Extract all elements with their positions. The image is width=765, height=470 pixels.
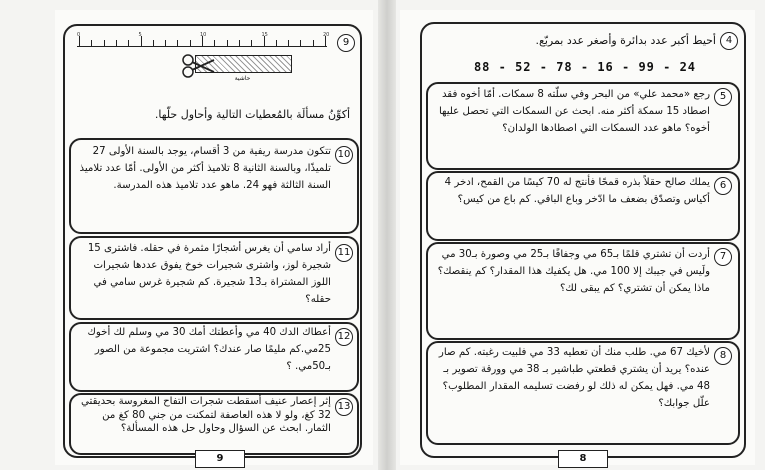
problem-text: إثر إعصار عنيف أسقطت شجرات التفاح المغروسة بحديقتي 32 كغ، ولو لا هذه العاصفة لتمكنت من جني 80 كغ من الثمار. ابحث عن السؤال وحاول حل هذه المسألة؟ (81, 396, 331, 434)
problem-number-badge: 7 (714, 248, 732, 266)
page-number: 9 (195, 450, 245, 468)
problem-number-badge: 8 (714, 347, 732, 365)
problem-number-badge: 9 (337, 34, 355, 52)
ruler-tick (91, 40, 92, 46)
ruler-tick (104, 40, 105, 46)
problem-text: لأخيك 67 مي. طلب منك أن تعطيه 33 مي فلبيت رغبته. كم صار عنده؟ يريد أن يشتري قطعتي طباشير بـ 38 مي وورقة تصوير بـ 48 مي. فهل يمكن له ذلك لو رفضت تسليمه المقدار المطلوب؟ علّل جوابك؟ (438, 347, 710, 409)
ruler-tick (128, 40, 129, 46)
ruler (77, 32, 330, 47)
problem-text: يملك صالح حقلاً بذره قمحًا فأنتج له 70 كيسًا من القمح، ادخر 4 أكياس وتصدّق بضعف ما ادّخر وباع الباقي. كم باع من كيس؟ (444, 177, 710, 205)
ruler-tick (239, 40, 240, 46)
problem-number-badge: 5 (714, 88, 732, 106)
ruler-tick-label: 20 (323, 32, 330, 38)
ruler-tick (300, 40, 301, 46)
problem-text: رجع «محمد علي» من البحر وفي سلّته 8 سمكات. أمّا أخوه فقد اصطاد 15 سمكة أكثر منه. ابحث عن السمكات التي تحصل عليها أخوه؟ ماهو عدد السمكات التي اصطادها الولدان؟ (438, 89, 710, 134)
problem-number-badge: 4 (720, 32, 738, 50)
number-sequence: 88 - 52 - 78 - 16 - 99 - 24 (473, 60, 697, 74)
ruler-tick (177, 40, 178, 46)
book-gutter (378, 0, 396, 470)
problem-number-badge: 10 (335, 146, 353, 164)
page-9 (55, 10, 373, 465)
problem-number-badge: 6 (714, 177, 732, 195)
ruler-tick (190, 40, 191, 46)
problem-text: أحيط أكبر عدد بدائرة وأصغر عدد بمربّع. (535, 34, 716, 47)
ruler-tick-label: 0 (77, 32, 81, 38)
ruler-tick (116, 40, 117, 46)
ruler-tick (288, 40, 289, 46)
ruler-label: حاشية (234, 75, 251, 82)
ruler-tick (153, 40, 154, 46)
ruler-tick-label: 5 (138, 32, 142, 38)
ruler-tick (276, 40, 277, 46)
ruler-tick (165, 40, 166, 46)
ruler-tick (227, 40, 228, 46)
problem-text: تتكون مدرسة ريفية من 3 أقسام، يوجد بالسنة الأولى 27 تلميذًا، وبالسنة الثانية 8 تلاميذ أكثر من الأولى. أمّا عدد تلاميذ السنة الثالثة فهو 24. ماهو عدد تلاميذ هذه المدرسة. (79, 146, 331, 191)
problem-text: أعطاك الدك 40 مي وأعطتك أمك 30 مي وسلم لك أخوك 25مي.كم مليمًا صار عندك؟ اشتريت مجموعة من الصور بـ50مي. ؟ (87, 327, 331, 372)
problem-text: أردت أن تشتري قلمًا بـ65 مي وجفافًا بـ25 مي وصورة بـ30 مي ولَيس في جيبك إلا 100 مي. هل يكفيك هذا المقدار؟ كم ينقصك؟ ماذا يمكن أن تشتري؟ كم يبقى لك؟ (437, 249, 710, 294)
ruler-tick (313, 40, 314, 46)
scissors-icon (180, 52, 216, 80)
page-number: 8 (558, 450, 608, 468)
instruction-text: أكوِّنُ مسألَة بالمُعطيات التالية وأحاول حلّها. (154, 108, 350, 121)
ruler-tick (251, 40, 252, 46)
ruler-tick-label: 10 (200, 32, 207, 38)
page-8 (400, 10, 755, 465)
problem-text: أراد سامي أن يغرس أشجارًا مثمرة في حقله. فاشترى 15 شجيرة لوز، واشترى شجيرات خوخ يفوق عددها شجيرات اللوز المشتراة بـ13 شجيرة. كم شجيرة غرس سامي في حقله؟ (87, 243, 331, 305)
ruler-tick (214, 40, 215, 46)
problem-number-badge: 13 (335, 398, 353, 416)
ruler-tick-label: 15 (261, 32, 268, 38)
problem-number-badge: 12 (335, 328, 353, 346)
problem-number-badge: 11 (335, 244, 353, 262)
